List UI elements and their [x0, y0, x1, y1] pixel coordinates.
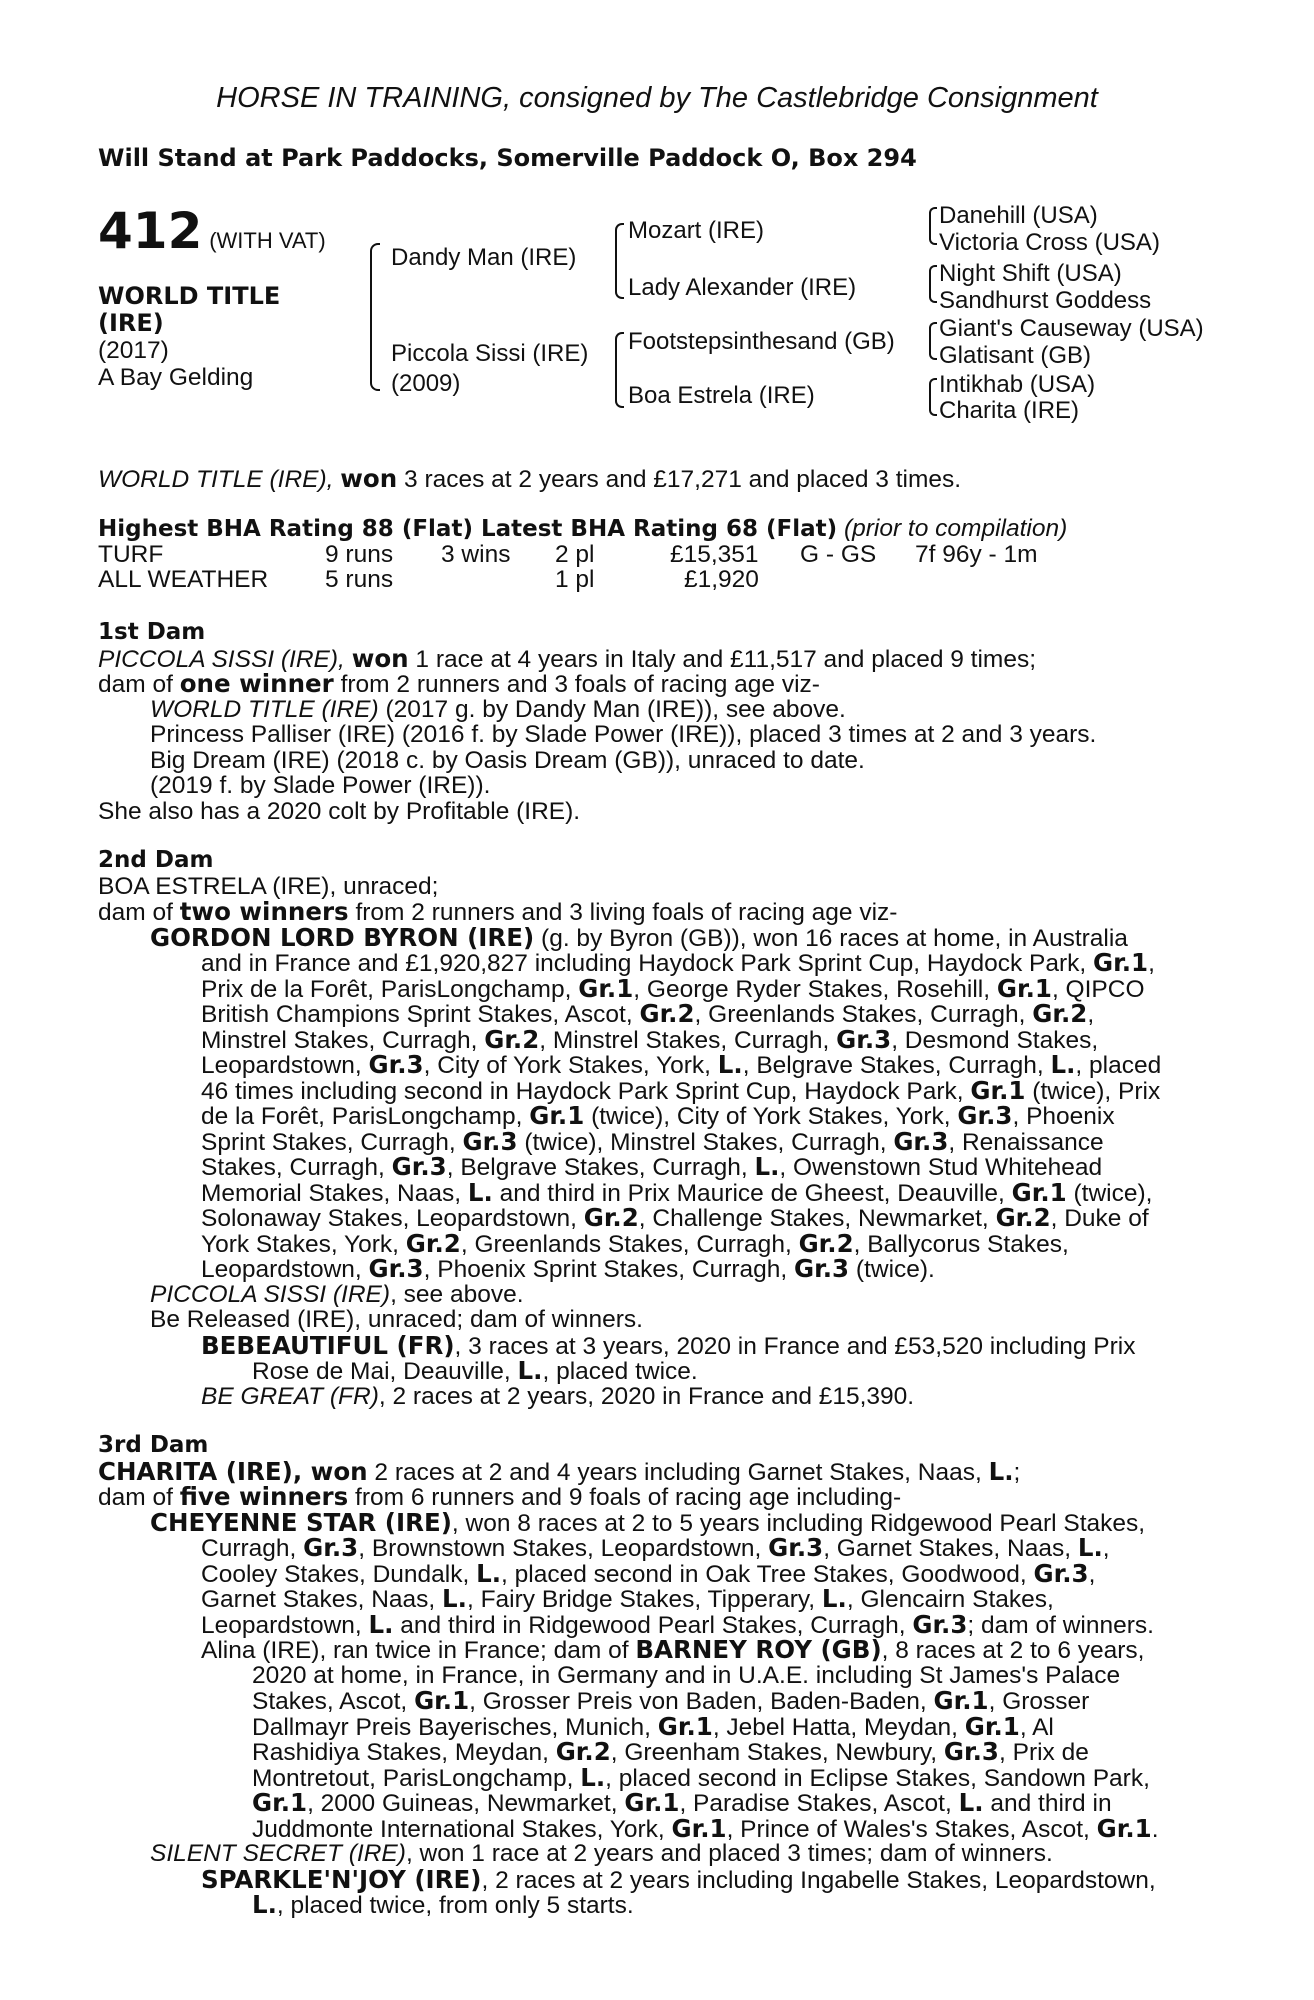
- horse-year: (2017): [98, 337, 169, 364]
- sire-brace: [615, 223, 624, 299]
- text: , 3 races at 3 years, 2020 in France and £53,520 including Prix: [454, 1332, 1136, 1360]
- progeny-name: PICCOLA SISSI (IRE): [150, 1280, 391, 1308]
- text: Minstrel Stakes, Curragh,: [201, 1026, 478, 1054]
- summary-won: won: [340, 464, 398, 493]
- pedigree-sss: Danehill (USA): [939, 202, 1098, 229]
- text: from 2 runners and 3 foals of racing age viz-: [340, 671, 820, 698]
- progeny-record: [98, 1535, 1208, 1663]
- text: , Greenham Stakes, Newbury,: [610, 1739, 938, 1766]
- text: , see above.: [390, 1280, 524, 1308]
- text: , Fairy Bridge Stakes, Tipperary,: [466, 1586, 816, 1613]
- text: Rashidiya Stakes, Meydan,: [252, 1739, 549, 1766]
- grade: L.: [988, 1456, 1014, 1486]
- text: , Garnet Stakes, Naas,: [823, 1535, 1072, 1562]
- record-line: [201, 1177, 1208, 1207]
- rating-distance: 7f 96y - 1m: [915, 541, 1038, 568]
- rating-placed: 2 pl: [555, 541, 595, 568]
- second-dam-heading: 2nd Dam: [98, 847, 214, 873]
- text: Leopardstown,: [201, 1256, 362, 1283]
- dam-line: BOA ESTRELA (IRE), unraced;: [98, 872, 439, 900]
- grade: Gr.3: [912, 1609, 968, 1639]
- progeny-line: [98, 922, 1208, 952]
- dam-name: PICCOLA SISSI (IRE),: [98, 645, 345, 673]
- progeny-name: SPARKLE'N'JOY (IRE): [201, 1864, 482, 1894]
- text: , Greenlands Stakes, Curragh,: [460, 1230, 792, 1258]
- grade: Gr.2: [1032, 999, 1088, 1028]
- horse-name-country: (IRE): [98, 309, 164, 337]
- dam-name: CHARITA (IRE): [98, 1456, 293, 1486]
- grade: L.: [717, 1050, 743, 1079]
- grade: Gr.1: [964, 1711, 1020, 1741]
- grade: Gr.3: [893, 1126, 949, 1156]
- pedigree-dam-year: (2009): [391, 370, 461, 397]
- grade: Gr.3: [957, 1101, 1013, 1130]
- dam-line: [98, 1484, 1208, 1510]
- pedigree-dss: Giant's Causeway (USA): [939, 315, 1204, 342]
- race-summary: [98, 466, 961, 493]
- text: , placed second in Oak Tree Stakes, Goodwood,: [501, 1560, 1027, 1588]
- text: , Grosser Preis von Baden, Baden-Baden,: [469, 1688, 927, 1715]
- text: , Brownstown Stakes, Leopardstown,: [358, 1535, 762, 1562]
- rating-going: G - GS: [800, 541, 877, 568]
- rating-surface: ALL WEATHER: [98, 566, 269, 593]
- grade: Gr.3: [943, 1737, 999, 1766]
- rating-placed: 1 pl: [555, 566, 595, 593]
- text: , Greenlands Stakes, Curragh,: [694, 1001, 1026, 1028]
- text: .: [1151, 1815, 1159, 1843]
- grade: Gr.2: [555, 1737, 611, 1766]
- progeny-note: She also has a 2020 colt by Profitable (IRE).: [98, 797, 581, 825]
- winners-count: one winner: [179, 669, 334, 698]
- grade: L.: [1050, 1050, 1076, 1079]
- text: (twice), Prix: [1032, 1077, 1161, 1105]
- text: (twice), City of York Stakes, York,: [591, 1103, 951, 1130]
- progeny-line: [98, 1358, 1208, 1384]
- dam-brace: [615, 332, 624, 408]
- grade: Gr.3: [1033, 1558, 1089, 1588]
- text: , Renaissance: [948, 1128, 1104, 1156]
- text: , Desmond Stakes,: [891, 1026, 1099, 1054]
- text: Rose de Mai, Deauville,: [252, 1358, 511, 1385]
- text: (twice),: [1073, 1179, 1153, 1207]
- grade: Gr.2: [798, 1228, 854, 1258]
- pedigree-sds: Night Shift (USA): [939, 260, 1122, 287]
- record-line: [201, 1154, 1208, 1180]
- progeny-line: [98, 1384, 1208, 1410]
- dd-brace: [929, 378, 937, 416]
- grade: Gr.2: [405, 1228, 461, 1258]
- grade: Gr.1: [252, 1788, 308, 1817]
- grade: Gr.3: [768, 1533, 824, 1562]
- won-label: , won: [292, 1456, 368, 1486]
- progeny-name: BARNEY ROY (GB): [635, 1635, 882, 1664]
- grade: L.: [821, 1584, 847, 1613]
- text: , Prix de: [998, 1739, 1089, 1766]
- lot-number: [98, 202, 326, 260]
- horse-name: WORLD TITLE: [98, 282, 281, 310]
- dam-line: [98, 899, 1208, 925]
- text: and third in Prix Maurice de Gheest, Deauville,: [499, 1179, 1005, 1207]
- text: , Phoenix Sprint Stakes, Curragh,: [423, 1256, 788, 1283]
- text: (twice), Minstrel Stakes, Curragh,: [524, 1128, 887, 1156]
- record-line: [201, 1103, 1208, 1129]
- text: , Belgrave Stakes, Curragh,: [742, 1052, 1044, 1079]
- grade: Gr.2: [583, 1203, 639, 1232]
- record-line: [252, 1688, 1208, 1714]
- grade: Gr.3: [368, 1254, 424, 1283]
- text: 46 times including second in Haydock Park Sprint Cup, Haydock Park,: [201, 1077, 964, 1105]
- text: , Ballycorus Stakes,: [853, 1230, 1069, 1258]
- grade: L.: [517, 1356, 543, 1385]
- progeny-line: [98, 1330, 1208, 1360]
- text: Memorial Stakes, Naas,: [201, 1179, 462, 1207]
- record-line: [201, 973, 1208, 1003]
- record-line: [201, 1024, 1208, 1054]
- pedigree-sire: Dandy Man (IRE): [391, 244, 577, 271]
- grade: L.: [442, 1584, 467, 1613]
- text: York Stakes, York,: [201, 1230, 399, 1258]
- record-line: [201, 1228, 1208, 1258]
- record-line: [201, 1637, 1208, 1663]
- grade: Gr.3: [836, 1024, 892, 1054]
- text: , Duke of: [1050, 1205, 1149, 1232]
- text: (twice).: [855, 1256, 935, 1283]
- text: Curragh,: [201, 1535, 297, 1562]
- grade: Gr.3: [303, 1533, 359, 1562]
- text: , Prince of Wales's Stakes, Ascot,: [726, 1815, 1090, 1843]
- progeny-name: GORDON LORD BYRON (IRE): [150, 922, 535, 952]
- progeny-record: [98, 1663, 1208, 1842]
- pedigree-ss: Mozart (IRE): [628, 217, 765, 244]
- second-dam-section: [98, 848, 1208, 1409]
- record-line: [201, 1609, 1208, 1639]
- grade: L.: [580, 1762, 606, 1792]
- text: Montretout, ParisLongchamp,: [252, 1764, 574, 1792]
- text: , Belgrave Stakes, Curragh,: [446, 1154, 748, 1181]
- pedigree-ddd: Charita (IRE): [939, 397, 1080, 424]
- sd-brace: [929, 265, 937, 303]
- text: Garnet Stakes, Naas,: [201, 1586, 436, 1613]
- text: , Phoenix: [1012, 1103, 1115, 1130]
- record-line: [201, 1205, 1208, 1231]
- grade: Gr.2: [639, 999, 695, 1028]
- text: , Paradise Stakes, Ascot,: [679, 1790, 952, 1817]
- ratings-note: (prior to compilation): [843, 515, 1068, 542]
- record-line: [201, 1075, 1208, 1105]
- record-line: 2020 at home, in France, in Germany and in U.A.E. including St James's Palace: [252, 1661, 1121, 1689]
- progeny-item: [98, 697, 1208, 723]
- record-line: Curragh, Gr.3, Brownstown Stakes, Leopardstown, Gr.3, Garnet Stakes, Naas, L.,: [201, 1533, 1110, 1562]
- record-line: [252, 1790, 1208, 1816]
- grade: Gr.1: [1011, 1177, 1067, 1207]
- progeny-name: BE GREAT (FR): [201, 1382, 379, 1410]
- grade: L.: [476, 1558, 502, 1588]
- ds-brace: [929, 322, 937, 360]
- winners-count: five winners: [179, 1482, 349, 1511]
- grade: Gr.1: [657, 1711, 713, 1741]
- progeny-item: Big Dream (IRE) (2018 c. by Oasis Dream (GB)), unraced to date.: [150, 746, 865, 774]
- text: Stakes, Ascot,: [252, 1688, 408, 1715]
- record-line: [252, 1762, 1208, 1792]
- text: from 2 runners and 3 living foals of racing age viz-: [355, 899, 898, 926]
- progeny-line: [98, 1841, 1208, 1867]
- text: Leopardstown,: [201, 1052, 362, 1079]
- progeny-name: CHEYENNE STAR (IRE): [150, 1507, 452, 1537]
- rating-money: £1,920: [684, 566, 759, 593]
- progeny-line: [98, 1864, 1208, 1894]
- record-line: [252, 1739, 1208, 1765]
- text: , City of York Stakes, York,: [423, 1052, 711, 1079]
- record-line: [201, 1126, 1208, 1156]
- record-line: Cooley Stakes, Dundalk, L., placed second in Oak Tree Stakes, Goodwood, Gr.3,: [201, 1558, 1096, 1588]
- text: from 6 runners and 9 foals of racing age including-: [355, 1484, 902, 1511]
- text: Sprint Stakes, Curragh,: [201, 1128, 456, 1156]
- text: , Glencairn Stakes,: [846, 1586, 1054, 1613]
- summary-rest: 3 races at 2 years and £17,271 and placed 3 times.: [404, 466, 962, 493]
- text: , 2000 Guineas, Newmarket,: [307, 1790, 618, 1817]
- dam-record: 1 race at 4 years in Italy and £11,517 and placed 9 times;: [415, 645, 1037, 673]
- ratings-title: Highest BHA Rating 88 (Flat) Latest BHA Rating 68 (Flat): [98, 516, 838, 542]
- grade: L.: [1077, 1533, 1103, 1562]
- text: Solonaway Stakes, Leopardstown,: [201, 1205, 577, 1232]
- grade: Gr.1: [578, 973, 634, 1003]
- text: , Owenstown Stud Whitehead: [779, 1154, 1103, 1181]
- rating-wins: 3 wins: [441, 541, 511, 568]
- text: 2 races at 2 and 4 years including Garnet Stakes, Naas,: [374, 1458, 982, 1486]
- grade: Gr.3: [462, 1126, 518, 1156]
- grade: Gr.1: [1093, 948, 1149, 977]
- grade: L.: [467, 1177, 493, 1207]
- third-dam-section: [98, 1433, 1208, 1918]
- text: British Champions Sprint Stakes, Ascot,: [201, 1001, 633, 1028]
- text: , placed: [1075, 1052, 1162, 1079]
- text: , placed twice, from only 5 starts.: [276, 1892, 634, 1919]
- grade: L.: [754, 1152, 780, 1181]
- text: , George Ryder Stakes, Rosehill,: [633, 975, 991, 1003]
- pedigree-sd: Lady Alexander (IRE): [628, 274, 857, 301]
- first-dam-line: [98, 643, 1208, 673]
- grade: L.: [252, 1890, 277, 1919]
- grade: L.: [958, 1788, 984, 1817]
- progeny-line: [98, 1892, 1208, 1918]
- grade: Gr.1: [970, 1075, 1026, 1105]
- horse-details: [98, 283, 280, 391]
- text: Juddmonte International Stakes, York,: [252, 1815, 665, 1843]
- text: Stakes, Curragh,: [201, 1154, 385, 1181]
- stand-location: Will Stand at Park Paddocks, Somerville Paddock O, Box 294: [98, 144, 917, 172]
- pedigree-dam: Piccola Sissi (IRE): [391, 340, 589, 367]
- progeny-record: (2017 g. by Dandy Man (IRE)), see above.: [385, 695, 846, 723]
- text: , Jebel Hatta, Meydan,: [712, 1713, 958, 1741]
- text: , Minstrel Stakes, Curragh,: [539, 1026, 830, 1054]
- text: , QIPCO: [1051, 975, 1145, 1003]
- grade: Gr.2: [484, 1024, 540, 1054]
- grade: Gr.2: [995, 1203, 1051, 1232]
- progeny-line: [98, 1507, 1208, 1537]
- pedigree-dds: Intikhab (USA): [939, 371, 1096, 398]
- text: Cooley Stakes, Dundalk,: [201, 1560, 470, 1588]
- page-title: HORSE IN TRAINING, consigned by The Castlebridge Consignment: [216, 82, 1098, 114]
- pedigree-dd: Boa Estrela (IRE): [628, 382, 815, 409]
- text: , won 1 race at 2 years and placed 3 times; dam of winners.: [405, 1840, 1053, 1867]
- text: and in France and £1,920,827 including Haydock Park Sprint Cup, Haydock Park,: [201, 950, 1087, 977]
- rating-surface: TURF: [98, 541, 164, 568]
- grade: Gr.3: [391, 1152, 447, 1181]
- pedigree-dsd: Glatisant (GB): [939, 342, 1092, 369]
- text: ;: [1013, 1458, 1021, 1486]
- text: , Grosser: [988, 1688, 1090, 1715]
- record-line: [252, 1711, 1208, 1741]
- rating-runs: 5 runs: [325, 566, 394, 593]
- progeny-name: BEBEAUTIFUL (FR): [201, 1330, 455, 1360]
- pedigree-ds: Footstepsinthesand (GB): [628, 328, 895, 355]
- text: (g. by Byron (GB)), won 16 races at home, in Australia: [541, 924, 1128, 952]
- text: de la Forêt, ParisLongchamp,: [201, 1103, 523, 1130]
- rating-money: £15,351: [670, 541, 759, 568]
- lot-vat: (WITH VAT): [209, 228, 326, 253]
- record-line: British Champions Sprint Stakes, Ascot, Gr.2, Greenlands Stakes, Curragh, Gr.2,: [201, 999, 1095, 1028]
- text: dam of: [98, 1484, 173, 1511]
- progeny-record: [98, 950, 1208, 1282]
- text: , Al: [1019, 1713, 1054, 1741]
- text: ; dam of winners.: [967, 1611, 1154, 1639]
- lot-number-value: 412: [98, 202, 203, 260]
- first-dam-line: [98, 671, 1208, 697]
- text: Prix de la Forêt, ParisLongchamp,: [201, 975, 572, 1003]
- text: , won 8 races at 2 to 5 years including Ridgewood Pearl Stakes,: [451, 1509, 1146, 1537]
- ss-brace: [929, 207, 937, 245]
- grade: Gr.1: [624, 1788, 680, 1817]
- text: dam of: [98, 671, 173, 698]
- progeny-name: WORLD TITLE (IRE): [150, 695, 379, 723]
- grade: Gr.3: [368, 1050, 424, 1079]
- pedigree-ssd: Victoria Cross (USA): [939, 229, 1160, 256]
- won-label: won: [351, 643, 409, 673]
- record-line: [201, 1256, 1208, 1282]
- ratings-heading: [98, 516, 1067, 543]
- grade: Gr.1: [933, 1686, 989, 1715]
- progeny-item: Princess Palliser (IRE) (2016 f. by Slade Power (IRE)), placed 3 times at 2 and 3 years.: [150, 721, 1097, 748]
- grade: Gr.3: [794, 1254, 850, 1283]
- record-line: [201, 1052, 1208, 1078]
- text: , Challenge Stakes, Newmarket,: [638, 1205, 989, 1232]
- text: , placed second in Eclipse Stakes, Sandown Park,: [605, 1764, 1150, 1792]
- grade: Gr.1: [1096, 1813, 1152, 1843]
- grade: Gr.1: [414, 1686, 470, 1715]
- grade: Gr.1: [996, 973, 1052, 1003]
- sire-dam-brace: [370, 243, 380, 391]
- text: Alina (IRE), ran twice in France; dam of: [201, 1637, 629, 1664]
- record-line: [201, 1586, 1208, 1612]
- progeny-name: SILENT SECRET (IRE): [150, 1840, 406, 1867]
- grade: Gr.1: [529, 1101, 585, 1130]
- summary-name: WORLD TITLE (IRE),: [98, 466, 334, 493]
- text: , 8 races at 2 to 6 years,: [881, 1637, 1145, 1664]
- text: , placed twice.: [542, 1358, 698, 1385]
- third-dam-heading: 3rd Dam: [98, 1432, 209, 1458]
- pedigree-sdd: Sandhurst Goddess: [939, 287, 1152, 314]
- progeny-line: Be Released (IRE), unraced; dam of winners.: [150, 1306, 643, 1333]
- text: Dallmayr Preis Bayerisches, Munich,: [252, 1713, 651, 1741]
- dam-line: [98, 1456, 1208, 1486]
- progeny-line: [98, 1282, 1208, 1308]
- text: dam of: [98, 899, 173, 926]
- text: , 2 races at 2 years including Ingabelle Stakes, Leopardstown,: [481, 1866, 1156, 1894]
- text: , 2 races at 2 years, 2020 in France and £15,390.: [378, 1382, 915, 1410]
- first-dam-section: [98, 620, 1208, 824]
- horse-description: A Bay Gelding: [98, 364, 254, 391]
- first-dam-heading: 1st Dam: [98, 619, 206, 645]
- progeny-item: (2019 f. by Slade Power (IRE)).: [150, 772, 491, 799]
- text: and third in Ridgewood Pearl Stakes, Curragh,: [400, 1611, 906, 1639]
- grade: Gr.1: [671, 1813, 727, 1843]
- record-line: [252, 1813, 1208, 1843]
- winners-count: two winners: [179, 897, 349, 926]
- text: and third in: [990, 1790, 1112, 1817]
- rating-runs: 9 runs: [325, 541, 394, 568]
- record-line: and in France and £1,920,827 including Haydock Park Sprint Cup, Haydock Park, Gr.1,: [201, 948, 1155, 977]
- grade: L.: [368, 1609, 394, 1639]
- text: Leopardstown,: [201, 1611, 362, 1639]
